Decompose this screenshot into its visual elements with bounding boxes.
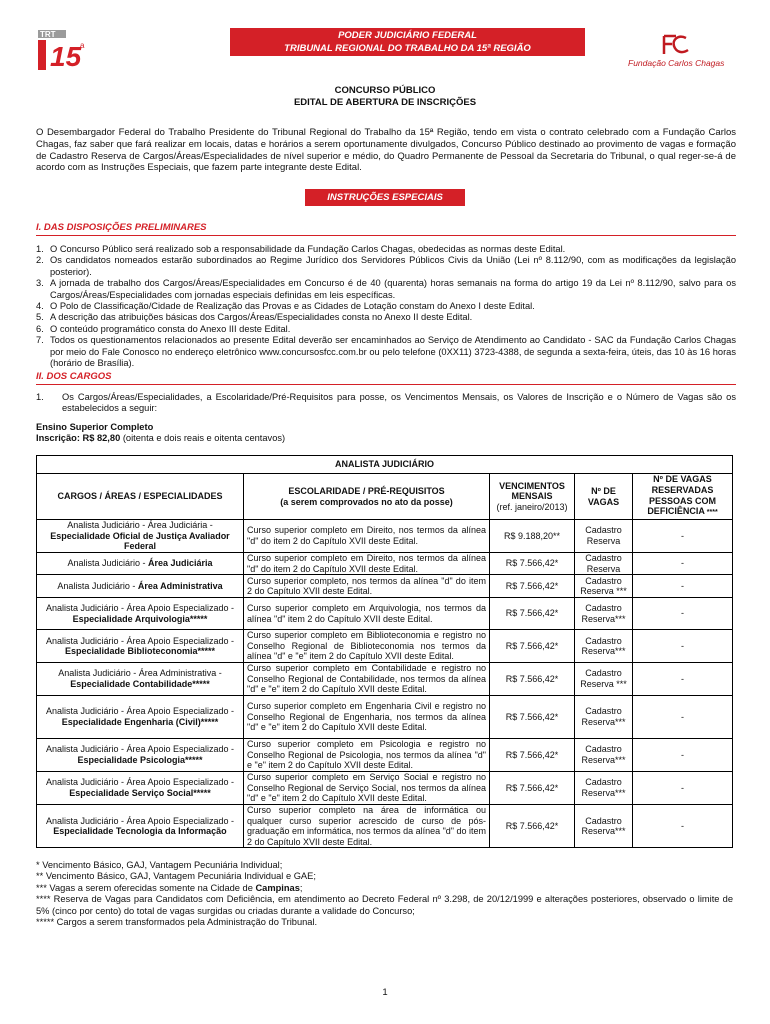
svg-text:a: a (80, 41, 85, 50)
cargo-especialidade: Especialidade Serviço Social***** (69, 787, 211, 798)
cargo-prefix: Analista Judiciário - Área Apoio Especializado - (45, 744, 235, 755)
vagas-value: Cadastro Reserva*** (581, 744, 626, 765)
cargo-especialidade: Especialidade Psicologia***** (77, 754, 203, 765)
vagas-value: Cadastro Reserva*** (581, 815, 626, 837)
cargo-prefix: Analista Judiciário - (67, 558, 148, 569)
list-item (36, 324, 736, 335)
deficiencia-value: - (681, 673, 684, 684)
cell-vagas (575, 575, 633, 598)
vencimento-value: R$ 7.566,42* (505, 711, 559, 722)
cargo-especialidade: Especialidade Arquivologia***** (72, 613, 208, 624)
cell-deficiencia (633, 598, 733, 630)
header-def-mark: **** (704, 509, 718, 517)
vencimento-value: R$ 7.566,42* (505, 580, 559, 591)
header-esc-line1: ESCOLARIDADE / PRÉ-REQUISITOS (288, 485, 445, 496)
escolaridade-text: Curso superior completo em Psicologia e registro no Conselho Regional de Psicologia, nos termos da alínea "d" e "e" item 2 do Capítulo XVII deste Edital. (247, 739, 486, 771)
cargo-prefix: Analista Judiciário - Área Apoio Especializado - (45, 777, 235, 788)
vencimento-value: R$ 9.188,20** (503, 530, 561, 541)
section2-para-text: Os Cargos/Áreas/Especialidades, a Escolaridade/Pré-Requisitos para posse, os Vencimentos Mensais, os Valores de Inscrição e o Número de Vagas são os estabelecidos a seguir: (62, 392, 736, 414)
note-1: * Vencimento Básico, GAJ, Vantagem Pecuniária Individual; (36, 860, 283, 870)
cell-cargo (37, 630, 244, 663)
table-row (37, 630, 733, 663)
header-deficiencia (633, 474, 733, 520)
escolaridade-text: Curso superior completo em Contabilidade e registro no Conselho Regional de Contabilidade, nos termos da alínea "d" e "e" item 2 do Capítulo XVII deste Edital. (247, 663, 486, 695)
header-venc-line2: MENSAIS (511, 491, 553, 502)
escolaridade-text: Curso superior completo, nos termos da alínea "d" do item 2 do Capítulo XVII deste Edital. (247, 575, 486, 597)
inscricao-label: Inscrição: R$ 82,80 (36, 433, 121, 444)
vencimento-value: R$ 7.566,42* (505, 640, 559, 651)
cargo-especialidade: Especialidade Tecnologia da Informação (53, 826, 227, 837)
cell-vagas (575, 771, 633, 804)
cell-vagas (575, 738, 633, 771)
cell-cargo (37, 520, 244, 553)
list-item (36, 244, 736, 255)
table-row (37, 695, 733, 738)
list-item-text: Os candidatos nomeados estarão subordinados ao Regime Jurídico dos Servidores Públicos Civis da União (Lei nº 8.112/90, com as modificações da legislação posterior). (50, 255, 736, 277)
cargo-especialidade: Especialidade Biblioteconomia***** (64, 646, 216, 657)
cargo-prefix: Analista Judiciário - Área Apoio Especializado - (45, 706, 235, 717)
escolaridade-text: Curso superior completo em Biblioteconomia e registro no Conselho Regional de Biblioteconomia nos termos da alínea "d" e "e" item 2 do Capítulo XVII deste Edital. (247, 630, 486, 662)
note-2: ** Vencimento Básico, GAJ, Vantagem Pecuniária Individual e GAE; (36, 871, 316, 882)
note-3b: Campinas (255, 882, 300, 893)
list-item-number: 1. (36, 244, 44, 254)
list-item-text: A descrição das atribuições básicas dos Cargos/Áreas/Especialidades consta no Anexo II deste Edital. (50, 312, 473, 323)
cell-vagas (575, 804, 633, 847)
table-group-title: ANALISTA JUDICIÁRIO (37, 456, 733, 474)
note-3 (36, 883, 733, 894)
cell-vencimento (490, 575, 575, 598)
escolaridade-text: Curso superior completo em Direito, nos termos da alínea "d" do item 2 do Capítulo XVII deste Edital. (247, 525, 486, 546)
cell-deficiencia (633, 663, 733, 696)
vagas-value: Cadastro Reserva*** (581, 706, 626, 727)
fcc-name: Fundação Carlos Chagas (628, 58, 725, 68)
header-band (230, 28, 585, 56)
vencimento-value: R$ 7.566,42* (505, 608, 559, 619)
header-cargo: CARGOS / ÁREAS / ESPECIALIDADES (37, 474, 244, 520)
cell-vagas (575, 630, 633, 663)
cell-vagas (575, 598, 633, 630)
list-item-number: 7. (36, 335, 44, 346)
ensino-label: Ensino Superior Completo (36, 422, 154, 432)
cell-vagas (575, 520, 633, 553)
cell-vencimento (490, 553, 575, 575)
table-row (37, 663, 733, 696)
cargo-prefix: Analista Judiciário - Área Administrativa - (58, 668, 222, 679)
note-3a: *** Vagas a serem oferecidas somente na Cidade de (36, 882, 256, 893)
cell-cargo (37, 771, 244, 804)
deficiencia-value: - (681, 530, 684, 541)
note-3c: ; (299, 882, 303, 893)
vencimento-value: R$ 7.566,42* (505, 673, 559, 684)
escolaridade-text: Curso superior completo em Engenharia Civil e registro no Conselho Regional de Engenharia, nos termos da alínea "d" e "e" item 2 do Capítulo XVII deste Edital. (247, 701, 486, 733)
section2-para-num: 1. (36, 392, 44, 402)
page-number: 1 (382, 987, 388, 998)
list-item (36, 278, 736, 301)
inscricao-line (36, 433, 285, 444)
table-row (37, 771, 733, 804)
table-row (37, 738, 733, 771)
header-vagas (575, 474, 633, 520)
cell-deficiencia (633, 553, 733, 575)
header-venc-line1: VENCIMENTOS (499, 480, 565, 491)
vagas-value: Cadastro Reserva*** (581, 635, 626, 657)
cell-escolaridade (244, 520, 490, 553)
table-row (37, 520, 733, 553)
cell-vencimento (490, 663, 575, 696)
escolaridade-text: Curso superior completo na área de informática ou qualquer curso superior acrescido de curso de pós-graduação em informática, nos termos da alínea "d" do item 2 do Capítulo XVII deste Edital. (247, 804, 487, 847)
cell-vencimento (490, 804, 575, 847)
list-item-text: Todos os questionamentos relacionados ao presente Edital deverão ser encaminhados ao Serviço de Atendimento ao Candidato - SAC da Fundação Carlos Chagas por meio do Fale Conosco no endereço eletrônico www.concursosfcc.com.br ou pelo telefone (0XX11) 3723-4388, de segunda a sexta-feira, úteis, das 10 às 16 horas (horário de Brasília). (50, 335, 736, 369)
cargo-especialidade: Área Administrativa (137, 580, 223, 591)
cell-deficiencia (633, 630, 733, 663)
table-row (37, 598, 733, 630)
list-item-number: 3. (36, 278, 44, 289)
note-4: **** Reserva de Vagas para Candidatos com Deficiência, em atendimento ao Decreto Federal nº 3.298, de 20/12/1999 e alterações posteriores, observado o limite de 5% (cinco por cento) do total de vagas surgidas ou criadas durante a validade do Concurso; (36, 894, 733, 916)
cell-escolaridade (244, 598, 490, 630)
title-line1: CONCURSO PÚBLICO (334, 85, 436, 96)
deficiencia-value: - (681, 558, 684, 569)
vagas-value: Cadastro Reserva*** (581, 777, 626, 798)
list-item-number: 2. (36, 255, 44, 266)
escolaridade-text: Curso superior completo em Direito, nos termos da alínea "d" do item 2 do Capítulo XVII deste Edital. (247, 553, 486, 574)
cell-vencimento (490, 695, 575, 738)
header-venc-line3: (ref. janeiro/2013) (496, 501, 568, 512)
note-5: ***** Cargos a serem transformados pela Administração do Tribunal. (36, 917, 318, 928)
cell-deficiencia (633, 575, 733, 598)
cell-cargo (37, 804, 244, 847)
vencimento-value: R$ 7.566,42* (505, 820, 559, 831)
cell-vencimento (490, 771, 575, 804)
list-item-number: 6. (36, 323, 44, 334)
vencimento-value: R$ 7.566,42* (505, 782, 559, 793)
cargo-especialidade: Área Judiciária (148, 558, 213, 569)
deficiencia-value: - (681, 580, 684, 591)
cell-escolaridade (244, 663, 490, 696)
list-item (36, 255, 736, 278)
vencimento-value: R$ 7.566,42* (505, 558, 559, 569)
cargo-especialidade: Especialidade Engenharia (Civil)***** (61, 716, 219, 727)
svg-text:TRT: TRT (40, 30, 56, 39)
cell-deficiencia (633, 695, 733, 738)
cell-vagas (575, 663, 633, 696)
cell-deficiencia (633, 738, 733, 771)
list-item-number: 4. (36, 301, 44, 312)
cargo-prefix: Analista Judiciário - Área Apoio Especializado - (45, 635, 235, 646)
trt-15-logo (36, 26, 88, 72)
cell-cargo (37, 553, 244, 575)
intro-paragraph: O Desembargador Federal do Trabalho Presidente do Tribunal Regional do Trabalho da 15ª Região, tendo em vista o contrato celebrado com a Fundação Carlos Chagas, faz saber que fará realizar em locais, datas e horários a serem oportunamente divulgados, Concurso Público destinado ao provimento de vagas e formação de Cadastro Reserva de Cargos/Áreas/Especialidades de nível superior e médio, do Quadro Permanente de Pessoal da Secretaria do Tribunal, o qual reger-se-á de acordo com as Instruções Especiais, que fazem parte integrante deste Edital. (36, 127, 736, 174)
cell-vencimento (490, 598, 575, 630)
cargo-especialidade: Especialidade Oficial de Justiça Avaliador Federal (50, 530, 230, 552)
cell-cargo (37, 738, 244, 771)
cargo-prefix: Analista Judiciário - Área Apoio Especializado - (45, 603, 235, 614)
cell-deficiencia (633, 771, 733, 804)
cell-escolaridade (244, 738, 490, 771)
header-vencimentos (490, 474, 575, 520)
deficiencia-value: - (681, 782, 684, 793)
cell-vagas (575, 695, 633, 738)
deficiencia-value: - (681, 820, 684, 831)
header-esc-line2: (a serem comprovados no ato da posse) (280, 496, 453, 507)
cell-cargo (37, 695, 244, 738)
cell-escolaridade (244, 804, 490, 847)
header-line2: TRIBUNAL REGIONAL DO TRABALHO DA 15ª REGIÃO (284, 43, 531, 54)
cell-cargo (37, 598, 244, 630)
cell-deficiencia (633, 520, 733, 553)
cell-escolaridade (244, 575, 490, 598)
section1-list (36, 244, 736, 369)
table-body (37, 520, 733, 848)
cell-escolaridade (244, 553, 490, 575)
cargo-especialidade: Especialidade Contabilidade***** (70, 679, 210, 690)
header-escolaridade (244, 474, 490, 520)
notes (36, 860, 733, 928)
list-item (36, 312, 736, 323)
cell-deficiencia (633, 804, 733, 847)
cargo-prefix: Analista Judiciário - (57, 580, 138, 591)
header-vag-line1: Nº DE (591, 485, 616, 496)
fcc-logo (660, 32, 690, 58)
table-row (37, 804, 733, 847)
cell-escolaridade (244, 630, 490, 663)
deficiencia-value: - (681, 749, 684, 760)
header-vag-line2: VAGAS (587, 496, 620, 507)
vagas-value: Cadastro Reserva *** (580, 575, 627, 597)
deficiencia-value: - (681, 608, 684, 619)
section2-paragraph (36, 392, 736, 415)
escolaridade-text: Curso superior completo em Serviço Social e registro no Conselho Regional de Serviço Social, nos termos da alínea "d" e "e" item 2 do Capítulo XVII deste Edital. (247, 772, 486, 804)
table-row (37, 553, 733, 575)
ensino-block (36, 422, 285, 445)
list-item-text: O Concurso Público será realizado sob a responsabilidade da Fundação Carlos Chagas, obedecidas as normas deste Edital. (50, 244, 566, 254)
cell-escolaridade (244, 771, 490, 804)
vencimento-value: R$ 7.566,42* (505, 749, 559, 760)
list-item (36, 301, 736, 312)
section2-heading: II. DOS CARGOS (36, 371, 736, 385)
cell-cargo (37, 575, 244, 598)
list-item-text: O conteúdo programático consta do Anexo III deste Edital. (50, 323, 291, 334)
list-item (36, 335, 736, 369)
escolaridade-text: Curso superior completo em Arquivologia, nos termos da alínea "d" item 2 do Capítulo XVII deste Edital. (247, 603, 486, 624)
cell-escolaridade (244, 695, 490, 738)
instructions-band: INSTRUÇÕES ESPECIAIS (305, 189, 465, 206)
list-item-text: O Polo de Classificação/Cidade de Realização das Provas e as Cidades de Lotação constam do Anexo I deste Edital. (50, 301, 535, 312)
list-item-number: 5. (36, 312, 44, 323)
cell-vencimento (490, 520, 575, 553)
cell-vagas (575, 553, 633, 575)
deficiencia-value: - (681, 711, 684, 722)
cell-cargo (37, 663, 244, 696)
vagas-value: Cadastro Reserva *** (580, 668, 627, 690)
cargo-prefix: Analista Judiciário - Área Apoio Especializado - (45, 815, 235, 826)
vagas-value: Cadastro Reserva*** (581, 603, 626, 624)
section1-heading: I. DAS DISPOSIÇÕES PRELIMINARES (36, 222, 736, 236)
vagas-value: Cadastro Reserva (585, 525, 622, 546)
cargos-table (36, 455, 733, 848)
vagas-value: Cadastro Reserva (585, 553, 622, 574)
header-def-text: Nº DE VAGAS RESERVADAS PESSOAS COM DEFICIÊNCIA (647, 474, 716, 517)
cell-vencimento (490, 738, 575, 771)
table-row (37, 575, 733, 598)
list-item-text: A jornada de trabalho dos Cargos/Áreas/Especialidades em Concurso é de 40 (quarenta) horas semanais na forma do artigo 19 da Lei nº 8.112/90, salvo para os Cargos/Áreas/Especialidades com jornadas especiais definidas em leis específicas. (50, 278, 736, 300)
cargo-prefix: Analista Judiciário - Área Judiciária - (67, 520, 213, 531)
cell-vencimento (490, 630, 575, 663)
inscricao-rest: (oitenta e dois reais e oitenta centavos) (120, 433, 286, 444)
header-line1: PODER JUDICIÁRIO FEDERAL (338, 30, 477, 41)
deficiencia-value: - (681, 640, 684, 651)
title-line2: EDITAL DE ABERTURA DE INSCRIÇÕES (293, 97, 477, 108)
svg-text:15: 15 (50, 41, 82, 72)
